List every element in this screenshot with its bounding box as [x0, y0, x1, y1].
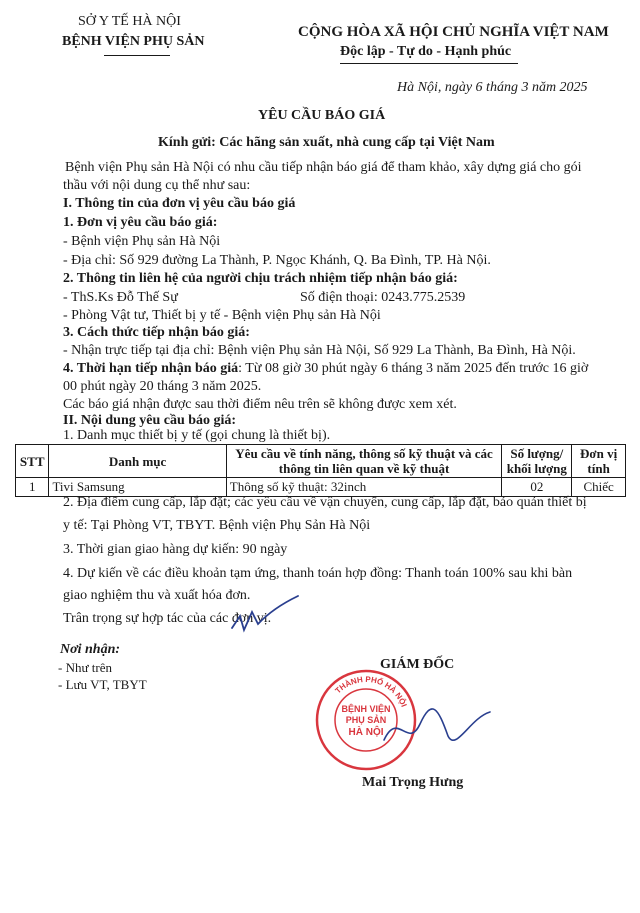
hospital-name: BỆNH VIỆN PHỤ SẢN [62, 34, 205, 49]
seal-line-3: HÀ NỘI [348, 727, 384, 738]
contact-phone: Số điện thoại: 0243.775.2539 [300, 290, 466, 305]
seal-line-1: BỆNH VIỆN [341, 704, 391, 714]
sub3-line: - Nhận trực tiếp tại địa chỉ: Bệnh viện Phụ sản Hà Nội, Số 929 La Thành, Ba Đình, Hà Nội. [63, 343, 576, 358]
item-4-line-1: 4. Dự kiến về các điều khoản tạm ứng, thanh toán hợp đồng: Thanh toán 100% sau khi bàn [63, 566, 573, 581]
header-name: Danh mục [49, 445, 226, 478]
document-title: YÊU CẦU BÁO GIÁ [258, 108, 386, 123]
sub2-heading: 2. Thông tin liên hệ của người chịu trách nhiệm tiếp nhận báo giá: [63, 271, 458, 286]
cell-stt: 1 [16, 478, 49, 497]
header-spec-line-2: thông tin liên quan về kỹ thuật [278, 461, 450, 476]
date-line: Hà Nội, ngày 6 tháng 3 năm 2025 [397, 80, 588, 95]
republic-name: CỘNG HÒA XÃ HỘI CHỦ NGHĨA VIỆT NAM [298, 24, 609, 40]
seal-line-2: PHỤ SẢN [345, 715, 387, 725]
cell-qty: 02 [502, 478, 572, 497]
hospital-underline [104, 55, 170, 56]
recipients-heading: Nơi nhận: [60, 642, 121, 657]
contact-person: - ThS.Ks Đỗ Thế Sự [63, 290, 178, 305]
signer-title: GIÁM ĐỐC [380, 657, 455, 672]
signer-name: Mai Trọng Hưng [362, 775, 464, 790]
header-unit-line-1: Đơn vị [580, 446, 618, 461]
sub1-heading: 1. Đơn vị yêu cầu báo giá: [63, 215, 218, 230]
item-2-line-1: 2. Địa điểm cung cấp, lắp đặt; các yêu cầu về vận chuyển, cung cấp, lắp đặt, bảo quản thiết bị [63, 495, 587, 510]
item-1: 1. Danh mục thiết bị y tế (gọi chung là thiết bị). [63, 428, 331, 443]
sub3-heading: 3. Cách thức tiếp nhận báo giá: [63, 325, 250, 340]
sub4-note: Các báo giá nhận được sau thời điểm nêu trên sẽ không được xem xét. [63, 397, 457, 412]
item-3: 3. Thời gian giao hàng dự kiến: 90 ngày [63, 542, 288, 557]
cell-unit: Chiếc [572, 478, 626, 497]
table-row [16, 478, 626, 497]
item-2-line-2: y tế: Tại Phòng VT, TBYT. Bệnh viện Phụ Sản Hà Nội [63, 518, 371, 533]
director-signature [378, 700, 498, 760]
sub4-line-1 [63, 361, 588, 377]
intro-line-2: thầu với nội dung cụ thể như sau: [63, 178, 251, 193]
header-unit-line-2: tính [587, 461, 610, 476]
cell-spec: Thông số kỹ thuật: 32inch [226, 478, 502, 497]
seal-ring-text: THÀNH PHỐ HÀ NỘI [333, 674, 409, 709]
equipment-table [15, 444, 626, 497]
section-2-heading: II. Nội dung yêu cầu báo giá: [63, 413, 237, 428]
initials-stroke [232, 596, 298, 630]
recipient-1: - Như trên [58, 660, 112, 675]
cell-name: Tivi Samsung [49, 478, 226, 497]
motto-underline [340, 63, 518, 64]
sub1-line-1: - Bệnh viện Phụ sản Hà Nội [63, 234, 221, 249]
header-spec-line-1: Yêu cầu về tính năng, thông số kỹ thuật và các [235, 446, 493, 461]
table-header-row [16, 445, 626, 478]
section-1-heading: I. Thông tin của đơn vị yêu cầu báo giá [63, 196, 296, 211]
header-qty-line-2: khối lượng [506, 461, 567, 476]
intro-line-1: Bệnh viện Phụ sản Hà Nội có nhu cầu tiếp nhận báo giá để tham khảo, xây dựng giá cho gói [65, 160, 582, 175]
header-qty [502, 445, 572, 478]
sub4-line-2: 00 phút ngày 20 tháng 3 năm 2025. [63, 379, 262, 394]
header-stt: STT [16, 445, 49, 478]
header-qty-line-1: Số lượng/ [510, 446, 564, 461]
sub4-text: : Từ 08 giờ 30 phút ngày 6 tháng 3 năm 2025 đến trước 16 giờ [238, 361, 589, 376]
ministry-name: SỞ Y TẾ HÀ NỘI [78, 14, 181, 29]
signature-stroke [384, 709, 490, 740]
sub1-line-2: - Địa chỉ: Số 929 đường La Thành, P. Ngọc Khánh, Q. Ba Đình, TP. Hà Nội. [63, 253, 491, 268]
header-unit [572, 445, 626, 478]
closing-line: Trân trọng sự hợp tác của các đơn vị. [63, 611, 272, 626]
recipient-2: - Lưu VT, TBYT [58, 677, 147, 692]
recipient-line: Kính gửi: Các hãng sản xuất, nhà cung cấp tại Việt Nam [158, 135, 495, 150]
initials-signature [228, 590, 308, 640]
motto: Độc lập - Tự do - Hạnh phúc [340, 44, 512, 59]
sub4-heading: 4. Thời hạn tiếp nhận báo giá [63, 361, 239, 376]
contact-department: - Phòng Vật tư, Thiết bị y tế - Bệnh viện Phụ sản Hà Nội [63, 308, 381, 323]
header-spec [226, 445, 502, 478]
item-4-line-2: giao nghiệm thu và xuất hóa đơn. [63, 588, 251, 603]
